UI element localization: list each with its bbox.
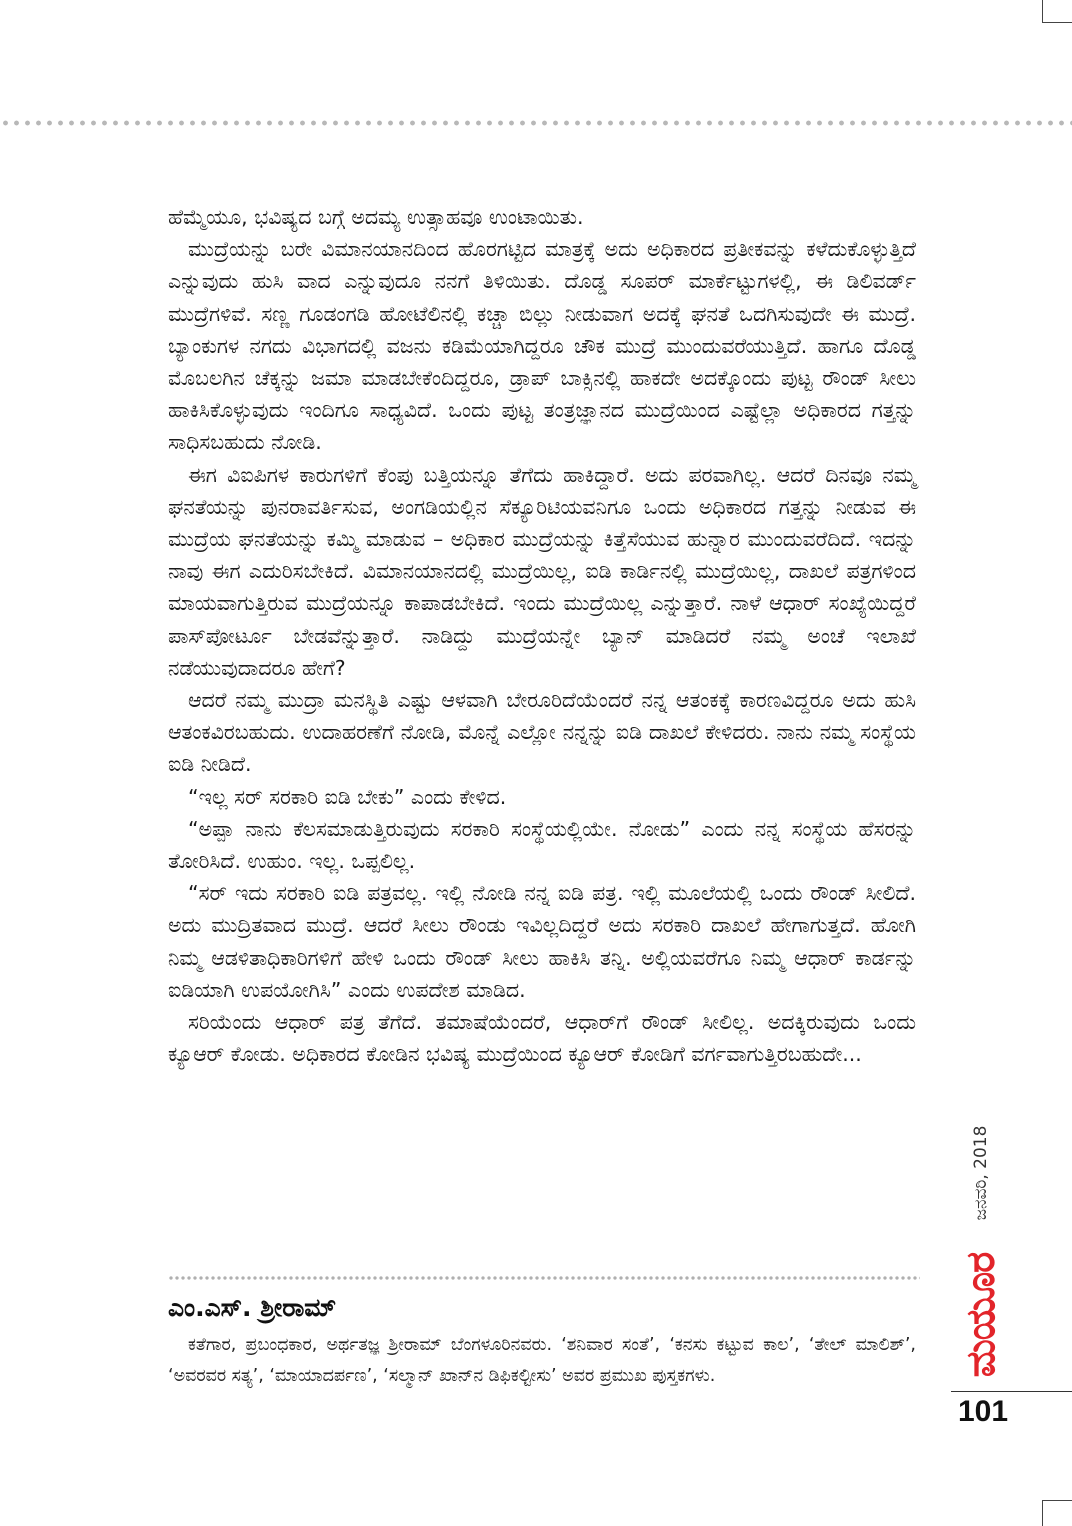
issue-date xyxy=(946,1108,1016,1238)
author-name: ಎಂ.ಎಸ್. ಶ್ರೀರಾಮ್ xyxy=(168,1293,337,1322)
folio-rule xyxy=(951,1391,1072,1392)
author-bio-text: ಕತೆಗಾರ, ಪ್ರಬಂಧಕಾರ, ಅರ್ಥತಜ್ಞ ಶ್ರೀರಾಮ್ ಬೆಂಗಳೂರಿನವರು. ‘ಶನಿವಾರ ಸಂತೆ’, ‘ಕನಸು ಕಟ್ಟುವ ಕಾಲ’, ‘ತೇಲ್ ಮಾಲಿಶ್’, ‘ಅವರವರ ಸತ್ಯ’, ‘ಮಾಯಾದರ್ಪಣ’, ‘ಸಲ್ಮಾನ್ ಖಾನ್‌ನ ಡಿಫಿಕಲ್ಟೀಸು’ ಅವರ ಪ್ರಮುಖ ಪುಸ್ತಕಗಳು. xyxy=(168,1335,916,1386)
article-paragraph: ಆದರೆ ನಮ್ಮ ಮುದ್ರಾ ಮನಸ್ಥಿತಿ ಎಷ್ಟು ಆಳವಾಗಿ ಬೇರೂರಿದೆಯೆಂದರೆ ನನ್ನ ಆತಂಕಕ್ಕೆ ಕಾರಣವಿದ್ದರೂ ಅದು ಹುಸಿ ಆತಂಕವಿರಬಹುದು. ಉದಾಹರಣೆಗೆ ನೋಡಿ, ಮೊನ್ನೆ ಎಲ್ಲೋ ನನ್ನನ್ನು ಐಡಿ ದಾಖಲೆ ಕೇಳಿದರು. ನಾನು ನಮ್ಮ ಸಂಸ್ಥೆಯ ಐಡಿ ನೀಡಿದೆ. xyxy=(168,688,916,777)
article-paragraph: “ಇಲ್ಲ ಸರ್ ಸರಕಾರಿ ಐಡಿ ಬೇಕು” ಎಂದು ಕೇಳಿದ. xyxy=(188,784,507,809)
article-paragraph: ಮುದ್ರೆಯನ್ನು ಬರೇ ವಿಮಾನಯಾನದಿಂದ ಹೊರಗಟ್ಟಿದ ಮಾತ್ರಕ್ಕೆ ಅದು ಅಧಿಕಾರದ ಪ್ರತೀಕವನ್ನು ಕಳೆದುಕೊಳ್ಳುತ್ತಿದೆ ಎನ್ನುವುದು ಹುಸಿ ವಾದ ಎನ್ನುವುದೂ ನನಗೆ ತಿಳಿಯಿತು. ದೊಡ್ಡ ಸೂಪರ್ ಮಾರ್ಕೆಟ್ಟುಗಳಲ್ಲಿ, ಈ ಡಿಲಿವರ್ಡ್ ಮುದ್ರೆಗಳಿವೆ. ಸಣ್ಣ ಗೂಡಂಗಡಿ ಹೋಟೆಲಿನಲ್ಲಿ ಕಚ್ಚಾ ಬಿಲ್ಲು ನೀಡುವಾಗ ಅದಕ್ಕೆ ಘನತೆ ಒದಗಿಸುವುದೇ ಈ ಮುದ್ರೆ. ಬ್ಯಾಂಕುಗಳ ನಗದು ವಿಭಾಗದಲ್ಲಿ ವಜನು ಕಡಿಮೆಯಾಗಿದ್ದರೂ ಚೌಕ ಮುದ್ರೆ ಮುಂದುವರೆಯುತ್ತಿದೆ. ಹಾಗೂ ದೊಡ್ಡ ಮೊಬಲಗಿನ ಚೆಕ್ಕನ್ನು ಜಮಾ ಮಾಡಬೇಕೆಂದಿದ್ದರೂ, ಡ್ರಾಪ್ ಬಾಕ್ಸಿನಲ್ಲಿ ಹಾಕದೇ ಅದಕ್ಕೊಂದು ಪುಟ್ಟ ರೌಂಡ್ ಸೀಲು ಹಾಕಿಸಿಕೊಳ್ಳುವುದು ಇಂದಿಗೂ ಸಾಧ್ಯವಿದೆ. ಒಂದು ಪುಟ್ಟ ತಂತ್ರಜ್ಞಾನದ ಮುದ್ರೆಯಿಂದ ಎಷ್ಟೆಲ್ಲಾ ಅಧಿಕಾರದ ಗತ್ತನ್ನು ಸಾಧಿಸಬಹುದು ನೋಡಿ. xyxy=(168,237,916,455)
article-paragraph: ಸರಿಯೆಂದು ಆಧಾರ್ ಪತ್ರ ತೆಗೆದೆ. ತಮಾಷೆಯೆಂದರೆ, ಆಧಾರ್‌ಗೆ ರೌಂಡ್ ಸೀಲಿಲ್ಲ. ಅದಕ್ಕಿರುವುದು ಒಂದು ಕ್ಯೂಆರ್ ಕೋಡು. ಅಧಿಕಾರದ ಕೋಡಿನ ಭವಿಷ್ಯ ಮುದ್ರೆಯಿಂದ ಕ್ಯೂಆರ್ ಕೋಡಿಗೆ ವರ್ಗವಾಗುತ್ತಿರಬಹುದೇ... xyxy=(168,1010,916,1067)
crop-mark-bottom xyxy=(1042,1500,1072,1526)
crop-mark-top xyxy=(1042,0,1072,23)
page-number: 101 xyxy=(958,1395,1009,1428)
article-paragraph: ಈಗ ವಿಐಪಿಗಳ ಕಾರುಗಳಿಗೆ ಕೆಂಪು ಬತ್ತಿಯನ್ನೂ ತೆಗೆದು ಹಾಕಿದ್ದಾರೆ. ಅದು ಪರವಾಗಿಲ್ಲ. ಆದರೆ ದಿನವೂ ನಮ್ಮ ಘನತೆಯನ್ನು ಪುನರಾವರ್ತಿಸುವ, ಅಂಗಡಿಯಲ್ಲಿನ ಸೆಕ್ಯೂರಿಟಿಯವನಿಗೂ ಒಂದು ಅಧಿಕಾರದ ಗತ್ತನ್ನು ನೀಡುವ ಈ ಮುದ್ರೆಯ ಘನತೆಯನ್ನು ಕಮ್ಮಿ ಮಾಡುವ – ಅಧಿಕಾರ ಮುದ್ರೆಯನ್ನು ಕಿತ್ತೆಸೆಯುವ ಹುನ್ನಾರ ಮುಂದುವರೆದಿದೆ. ಇದನ್ನು ನಾವು ಈಗ ಎದುರಿಸಬೇಕಿದೆ. ವಿಮಾನಯಾನದಲ್ಲಿ ಮುದ್ರೆಯಿಲ್ಲ, ಐಡಿ ಕಾರ್ಡಿನಲ್ಲಿ ಮುದ್ರೆಯಿಲ್ಲ, ದಾಖಲೆ ಪತ್ರಗಳಿಂದ ಮಾಯವಾಗುತ್ತಿರುವ ಮುದ್ರೆಯನ್ನೂ ಕಾಪಾಡಬೇಕಿದೆ. ಇಂದು ಮುದ್ರೆಯಿಲ್ಲ ಎನ್ನುತ್ತಾರೆ. ನಾಳೆ ಆಧಾರ್ ಸಂಖ್ಯೆಯಿದ್ದರೆ ಪಾಸ್‌ಪೋರ್ಟೂ ಬೇಡವೆನ್ನುತ್ತಾರೆ. ನಾಡಿದ್ದು ಮುದ್ರೆಯನ್ನೇ ಬ್ಯಾನ್ ಮಾಡಿದರೆ ನಮ್ಮ ಅಂಚೆ ಇಲಾಖೆ ನಡೆಯುವುದಾದರೂ ಹೇಗೆ? xyxy=(168,462,916,680)
article-body xyxy=(168,201,916,1070)
article-paragraph: ಹೆಮ್ಮೆಯೂ, ಭವಿಷ್ಯದ ಬಗ್ಗೆ ಅದಮ್ಯ ಉತ್ಸಾಹವೂ ಉಂಟಾಯಿತು. xyxy=(168,205,584,229)
author-divider xyxy=(168,1276,920,1280)
article-paragraph: “ಅಪ್ಪಾ ನಾನು ಕೆಲಸಮಾಡುತ್ತಿರುವುದು ಸರಕಾರಿ ಸಂಸ್ಥೆಯಲ್ಲಿಯೇ. ನೋಡು” ಎಂದು ನನ್ನ ಸಂಸ್ಥೆಯ ಹೆಸರನ್ನು ತೋರಿಸಿದೆ. ಉಹುಂ. ಇಲ್ಲ. ಒಪ್ಪಲಿಲ್ಲ. xyxy=(168,816,916,874)
magazine-logo-text: ಮಯೂರ xyxy=(958,1252,1004,1378)
magazine-logo xyxy=(950,1250,1012,1380)
dotted-header-rule xyxy=(0,120,1072,126)
author-bio xyxy=(168,1330,916,1391)
article-paragraph: “ಸರ್ ಇದು ಸರಕಾರಿ ಐಡಿ ಪತ್ರವಲ್ಲ. ಇಲ್ಲಿ ನೋಡಿ ನನ್ನ ಐಡಿ ಪತ್ರ. ಇಲ್ಲಿ ಮೂಲೆಯಲ್ಲಿ ಒಂದು ರೌಂಡ್ ಸೀಲಿದೆ. ಅದು ಮುದ್ರಿತವಾದ ಮುದ್ರೆ. ಆದರೆ ಸೀಲು ರೌಂಡು ಇವಿಲ್ಲದಿದ್ದರೆ ಅದು ಸರಕಾರಿ ದಾಖಲೆ ಹೇಗಾಗುತ್ತದೆ. ಹೋಗಿ ನಿಮ್ಮ ಆಡಳಿತಾಧಿಕಾರಿಗಳಿಗೆ ಹೇಳಿ ಒಂದು ರೌಂಡ್ ಸೀಲು ಹಾಕಿಸಿ ತನ್ನಿ. ಅಲ್ಲಿಯವರೆಗೂ ನಿಮ್ಮ ಆಧಾರ್ ಕಾರ್ಡನ್ನು ಐಡಿಯಾಗಿ ಉಪಯೋಗಿಸಿ” ಎಂದು ಉಪದೇಶ ಮಾಡಿದ. xyxy=(168,881,916,1002)
issue-date-text: ಜನವರಿ, 2018 xyxy=(971,1125,991,1221)
